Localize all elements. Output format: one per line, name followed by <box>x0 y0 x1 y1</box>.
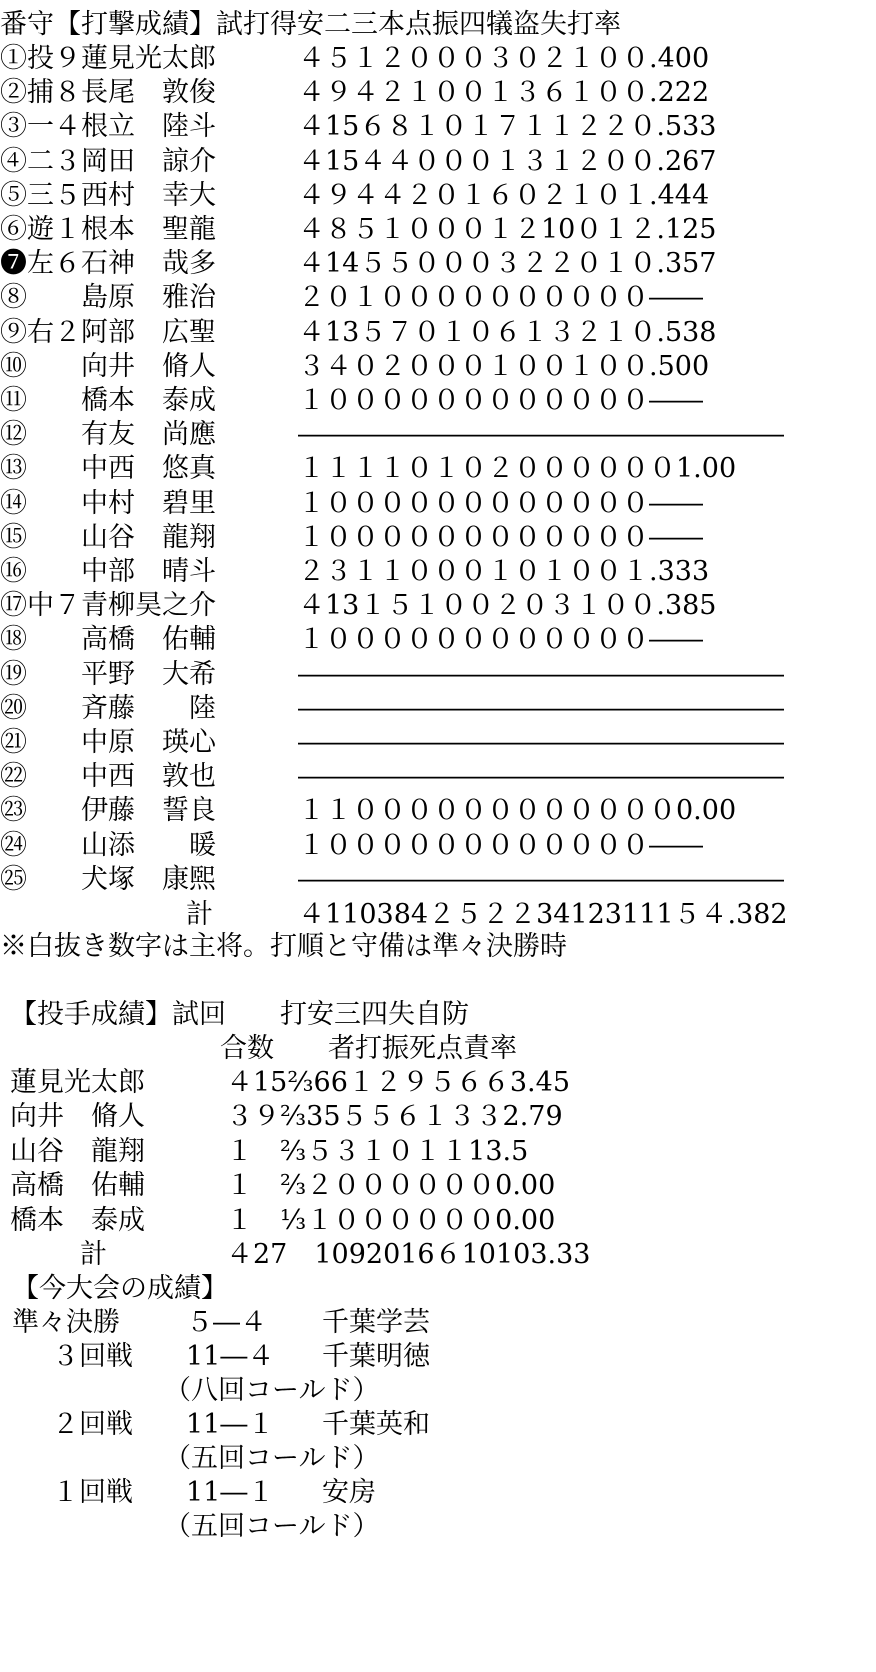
tournament-note: （八回コールド） <box>164 1375 380 1406</box>
batting-row-stats: ４５１２０００３０２１００.400 <box>298 43 710 74</box>
batting-row-stats: ２３１１０００１０１００１.333 <box>298 556 710 587</box>
batting-row-stats: ４８５１０００１２10０１２.125 <box>298 214 717 245</box>
batting-row-label: ⑪ 橋本 泰成 <box>0 385 216 416</box>
batting-row-stats: ４13１５１００２０３１００.385 <box>298 590 717 622</box>
tournament-round: ３回戦 <box>52 1341 133 1372</box>
tournament-opponent: 千葉明徳 <box>322 1341 430 1372</box>
batting-row-label: ⑥遊１根本 聖龍 <box>0 214 216 245</box>
batting-row-label: ①投９蓮見光太郎 <box>0 43 216 74</box>
batting-row-stats: １００００００００００００―― <box>298 487 703 519</box>
batting-row-label: ⑯ 中部 晴斗 <box>0 556 216 587</box>
tournament-note: （五回コールド） <box>164 1443 380 1474</box>
pitcher-name: 高橋 佑輔 <box>10 1170 145 1202</box>
tournament-round: ２回戦 <box>52 1409 133 1440</box>
batting-row-stats: ―――――――――――――――――― <box>298 419 784 451</box>
pitcher-stats: １ ⅔５３１０１１13.5 <box>226 1135 529 1167</box>
batting-row-stats: ―――――――――――――――――― <box>298 692 784 724</box>
tournament-round: １回戦 <box>52 1477 133 1508</box>
pitcher-stats: ３９⅔35５５６１３３2.79 <box>226 1101 563 1133</box>
pitching-header: 【投手成績】試回 打安三四失自防 <box>10 999 469 1030</box>
tournament-header: 【今大会の成績】 <box>12 1273 228 1304</box>
batting-row-stats: ―――――――――――――――――― <box>298 727 784 758</box>
batting-row-label: ㉕ 犬塚 康煕 <box>0 863 216 895</box>
pitcher-name: 山谷 龍翔 <box>10 1135 145 1167</box>
batting-row-stats: １１００００００００００００0.00 <box>298 795 737 827</box>
tournament-opponent: 安房 <box>322 1477 376 1508</box>
batting-row-label: ⑮ 山谷 龍翔 <box>0 521 216 553</box>
batting-row-stats: １００００００００００００―― <box>298 521 703 553</box>
batting-row-label: ⑲ 平野 大希 <box>0 658 216 690</box>
tournament-score: 11―１ <box>186 1409 275 1440</box>
batting-row-stats: ―――――――――――――――――― <box>298 761 784 793</box>
tournament-score: ５―４ <box>186 1307 267 1338</box>
batting-row-label: ⑤三５西村 幸大 <box>0 179 216 211</box>
batting-row-stats: １００００００００００００―― <box>298 624 703 656</box>
batting-row-label: ②捕８長尾 敦俊 <box>0 77 216 109</box>
batting-row-stats: ２０１００００００００００―― <box>298 282 703 314</box>
batting-row-stats: ４14５５０００３２２０１０.357 <box>298 248 717 280</box>
batting-row-label: ㉔ 山添 暖 <box>0 829 216 861</box>
pitcher-name: 蓮見光太郎 <box>10 1067 145 1098</box>
batting-row-stats: ４15６８１０１７１１２２０.533 <box>298 111 717 143</box>
batting-row-stats: ４９４４２０１６０２１０１.444 <box>298 179 710 211</box>
batting-row-stats: １００００００００００００―― <box>298 385 703 416</box>
batting-header: 番守【打撃成績】試打得安二三本点振四犠盗失打率 <box>0 9 621 40</box>
pitcher-name: 橋本 泰成 <box>10 1204 145 1236</box>
captain-note: ※白抜き数字は主将。打順と守備は準々決勝時 <box>0 931 567 962</box>
batting-row-stats: ３４０２０００１００１００.500 <box>298 350 710 382</box>
batting-row-label: ㉒ 中西 敦也 <box>0 761 216 793</box>
batting-total-stats: ４110384２５２２34123111５４.382 <box>298 899 788 930</box>
tournament-note: （五回コールド） <box>164 1511 380 1542</box>
batting-row-label: ㉓ 伊藤 誓良 <box>0 795 216 827</box>
tournament-opponent: 千葉学芸 <box>322 1307 430 1338</box>
batting-row-stats: ４15４４０００１３１２００.267 <box>298 145 717 177</box>
tournament-opponent: 千葉英和 <box>322 1409 430 1440</box>
batting-row-label: ⑳ 斉藤 陸 <box>0 692 216 724</box>
pitching-total-stats: ４27 1092016６10103.33 <box>226 1239 591 1270</box>
batting-row-stats: ―――――――――――――――――― <box>298 658 784 690</box>
tournament-round: 準々決勝 <box>12 1307 120 1338</box>
batting-row-label: ⑨右２阿部 広聖 <box>0 316 216 348</box>
batting-row-label: ⑱ 高橋 佑輔 <box>0 624 216 656</box>
batting-row-label: ④二３岡田 諒介 <box>0 145 216 177</box>
batting-row-label: ⑩ 向井 脩人 <box>0 350 216 382</box>
batting-row-stats: １１１１０１０２００００００1.00 <box>298 453 737 485</box>
pitcher-name: 向井 脩人 <box>10 1101 145 1133</box>
pitching-subheader: 合数 者打振死点責率 <box>220 1033 517 1064</box>
pitcher-stats: １ ⅔２００００００0.00 <box>226 1170 556 1202</box>
pitching-total-label: 計 <box>80 1239 107 1270</box>
batting-total-label: 計 <box>186 899 213 930</box>
batting-row-label: ⑬ 中西 悠真 <box>0 453 216 485</box>
batting-row-label: ⑭ 中村 碧里 <box>0 487 216 519</box>
batting-row-label: ⑫ 有友 尚應 <box>0 419 216 451</box>
batting-row-stats: ４13５７０１０６１３２１０.538 <box>298 316 717 348</box>
pitcher-stats: １ ⅓１００００００0.00 <box>226 1204 556 1236</box>
batting-row-label: ③一４根立 陸斗 <box>0 111 216 143</box>
batting-row-stats: ―――――――――――――――――― <box>298 863 784 895</box>
batting-row-label: ⑰中７青柳昊之介 <box>0 590 216 622</box>
batting-row-label: ㉑ 中原 瑛心 <box>0 727 216 758</box>
batting-row-label: ❼左６石神 哉多 <box>0 248 216 280</box>
batting-row-stats: １００００００００００００―― <box>298 829 703 861</box>
tournament-score: 11―４ <box>186 1341 275 1372</box>
tournament-score: 11―１ <box>186 1477 275 1508</box>
batting-row-label: ⑧ 島原 雅治 <box>0 282 216 314</box>
pitcher-stats: ４15⅔66１２９５６６3.45 <box>226 1067 570 1098</box>
batting-row-stats: ４９４２１００１３６１００.222 <box>298 77 710 109</box>
